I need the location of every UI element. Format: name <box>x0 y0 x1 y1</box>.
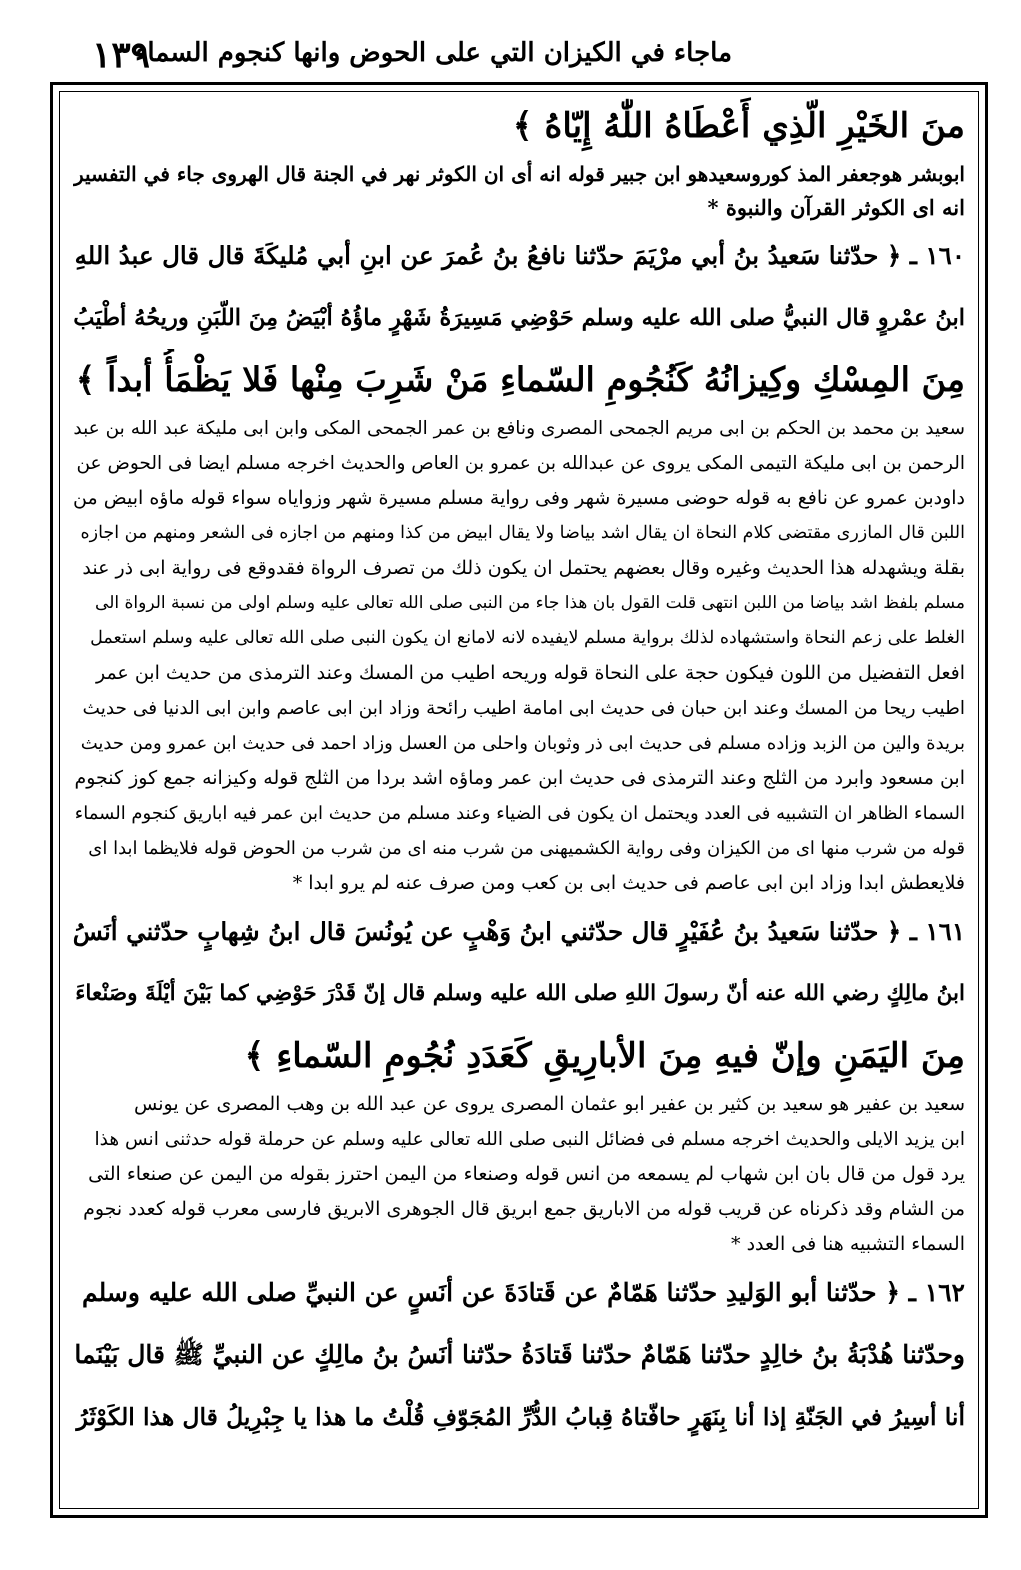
page-header <box>52 28 1002 78</box>
commentary-line: داودبن عمرو عن نافع به قوله حوضى مسيرة شهر وفى رواية مسلم مسيرة شهر وزواياه سواء قوله ماؤه ابيض من <box>73 487 965 509</box>
hadith-text-line: مِنَ اليَمَنِ وإنّ فيهِ مِنَ الأبارِيقِ كَعَدَدِ نُجُومِ السّماءِ ﴾ <box>244 1036 965 1076</box>
commentary-line: افعل التفضيل من اللون فيكون حجة على النحاة قوله وريحه اطيب من المسك وعند الترمذى من حديث ابن عمر <box>95 662 965 684</box>
commentary-line: اللبن قال المازرى مقتضى كلام النحاة ان يقال اشد بياضا ولا يقال ابيض من كذا ومنهم من اجازه فى الشعر ومنهم من اجازه <box>80 523 965 543</box>
commentary-line: يرد قول من قال بان ابن شهاب لم يسمعه من انس قوله وصنعاء من اليمن احترز بقوله من اليمن عن صنعاء التى <box>88 1163 965 1185</box>
commentary-line: الغلط على زعم النحاة واستشهاده لذلك برواية مسلم لايفيده لانه لامانع ان يكون النبى صلى الله تعالى عليه وسلم استعمل <box>90 628 965 648</box>
commentary-line: بقلة ويشهدله هذا الحديث وغيره وقال بعضهم يحتمل ان يكون ذلك من تصرف الرواة فقدوقع فى رواية ابى ذر عند <box>82 557 965 579</box>
hadith-text-line: ابنُ مالِكٍ رضي الله عنه أنّ رسولَ اللهِ صلى الله عليه وسلم قال إنّ قَدْرَ حَوْضِي كما بَيْنَ أيْلَةَ وصَنْعاءَ <box>75 981 965 1006</box>
commentary-line: بريدة والين من الزبد وزاده مسلم فى حديث ابى ذر وثوبان واحلى من العسل وزاد احمد فى حديث ابن عمرو ومن حديث <box>80 733 965 754</box>
hadith-text-line: ١٦٢ ـ ﴿ حدّثنا أبو الوَليدِ حدّثنا هَمّامٌ عن قَتادَةَ عن أنَسٍ عن النبيِّ صلى الله عليه وسلم <box>81 1278 965 1307</box>
page-number: ١٣٩ <box>92 34 151 76</box>
page-body <box>73 95 965 1515</box>
commentary-line: ابوبشر هوجعفر المذ كوروسعيدهو ابن جبير قوله انه أى ان الكوثر نهر في الجنة قال الهروى جاء في التفسير <box>73 162 965 186</box>
hadith-text-line: ١٦٠ ـ ﴿ حدّثنا سَعيدُ بنُ أبي مرْيَمَ حدّثنا نافعُ بنُ عُمرَ عن ابنِ أبي مُليكَةَ قال قال عبدُ اللهِ <box>74 241 965 270</box>
commentary-line: مسلم بلفظ اشد بياضا من اللبن انتهى قلت القول بان هذا جاء من النبى صلى الله تعالى عليه وسلم اولى من نسبة الرواة الى <box>95 593 965 613</box>
hadith-text-line: ١٦١ ـ ﴿ حدّثنا سَعيدُ بنُ عُفَيْرٍ قال حدّثني ابنُ وَهْبٍ عن يُونُسَ قال ابنُ شِهابٍ حدّثني أنَسُ <box>73 917 965 946</box>
page-frame <box>50 82 988 1518</box>
hadith-text-line: أنا أسِيرُ في الجَنّةِ إذا أنا بِنَهَرٍ حافّتاهُ قِبابُ الدُّرِّ المُجَوّفِ قُلْتُ ما هذا يا جِبْرِيلُ قال هذا الكَوْثَرُ <box>76 1403 965 1431</box>
commentary-line: اطيب ريحا من المسك وعند ابن حبان فى حديث ابى امامة اطيب رائحة وزاد ابن ابى عاصم وابن ابى الدنيا فى حديث <box>82 698 965 719</box>
commentary-line: سعيد بن محمد بن الحكم بن ابى مريم الجمحى المصرى ونافع بن عمر الجمحى المكى وابن ابى مليكة عبد الله بن عبد <box>73 418 965 439</box>
running-title: ماجاء في الكيزان التي على الحوض وانها كنجوم السماء <box>135 38 732 68</box>
commentary-line: قوله من شرب منها اى من الكيزان وفى رواية الكشميهنى من شرب منه اى من شرب من الحوض قوله فلايظما ابدا اى <box>88 838 965 859</box>
commentary-line: السماء التشبيه هنا فى العدد * <box>731 1233 965 1255</box>
hadith-text-line: وحدّثنا هُدْبَةُ بنُ خالِدٍ حدّثنا هَمّامٌ حدّثنا قَتادَةُ حدّثنا أنَسُ بنُ مالِكٍ عن النبيِّ ﷺ قال بَيْنَما <box>74 1340 965 1369</box>
commentary-line: الرحمن بن ابى مليكة التيمى المكى يروى عن عبدالله بن عمرو بن العاص والحديث اخرجه مسلم ايضا فى الحوض عن <box>76 453 965 474</box>
commentary-line: انه اى الكوثر القرآن والنبوة * <box>707 195 965 220</box>
commentary-line: ابن مسعود وابرد من الثلج وعند الترمذى فى حديث ابن عمر وماؤه اشد بردا من الثلج قوله وكيزانه جمع كوز كنجوم <box>74 767 965 789</box>
commentary-line: فلايعطش ابدا وزاد ابن ابى عاصم فى حديث ابى بن كعب ومن صرف عنه لم يرو ابدا * <box>292 872 965 894</box>
hadith-text-line: مِنَ المِسْكِ وكِيزانُهُ كَنُجُومِ السّماءِ مَنْ شَرِبَ مِنْها فَلا يَظْمَأُ أبداً ﴾ <box>75 360 965 399</box>
hadith-text-line: منَ الخَيْرِ الّذِي أَعْطَاهُ اللّٰهُ إِيّاهُ ﴾ <box>512 106 965 146</box>
commentary-line: ابن يزيد الايلى والحديث اخرجه مسلم فى فضائل النبى صلى الله تعالى عليه وسلم عن حرملة قوله حدثنى انس هذا <box>94 1129 965 1150</box>
hadith-text-line: ابنُ عمْروٍ قال النبيُّ صلى الله عليه وسلم حَوْضِي مَسِيرَةُ شَهْرٍ ماؤُهُ أبْيَضُ مِنَ اللّبَنِ وريحُهُ أطْيَبُ <box>73 305 965 331</box>
commentary-line: سعيد بن عفير هو سعيد بن كثير بن عفير ابو عثمان المصرى يروى عن عبد الله بن وهب المصرى عن يونس <box>134 1093 965 1115</box>
commentary-line: من الشام وقد ذكرناه عن قريب قوله من الاباريق جمع ابريق قال الجوهرى الابريق فارسى معرب قوله كعدد نجوم <box>83 1198 965 1220</box>
commentary-line: السماء الظاهر ان التشبيه فى العدد ويحتمل ان يكون فى الضياء وعند مسلم من حديث ابن عمر فيه اباريق كنجوم السماء <box>74 803 965 824</box>
